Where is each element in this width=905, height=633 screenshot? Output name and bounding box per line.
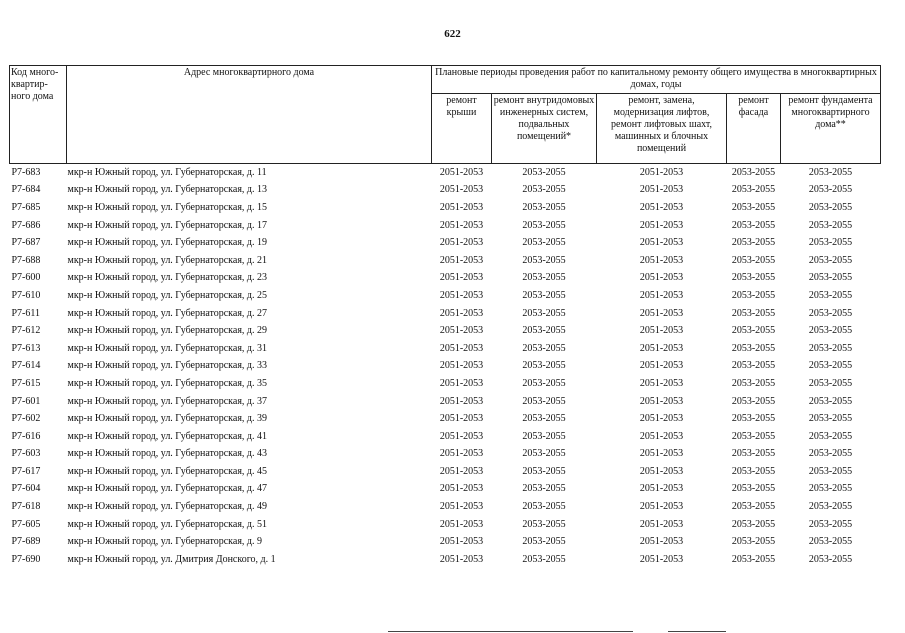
table-cell-address: мкр-н Южный город, ул. Губернаторская, д. 29 bbox=[67, 325, 268, 337]
table-cell-roof: 2051-2053 bbox=[439, 325, 484, 337]
table-cell-facade: 2053-2055 bbox=[731, 166, 776, 178]
table-row bbox=[10, 217, 881, 235]
table-cell-foundation: 2053-2055 bbox=[808, 219, 853, 231]
table-cell-systems: 2053-2055 bbox=[522, 325, 566, 337]
table-cell-lifts: 2051-2053 bbox=[639, 254, 684, 266]
table-cell-roof: 2051-2053 bbox=[439, 289, 484, 301]
table-cell-systems: 2053-2055 bbox=[522, 501, 566, 513]
table-cell-systems: 2053-2055 bbox=[522, 342, 566, 354]
table-cell-systems: 2053-2055 bbox=[522, 377, 566, 389]
table-cell-systems: 2053-2055 bbox=[522, 289, 566, 301]
table-cell-facade: 2053-2055 bbox=[731, 201, 776, 213]
table-cell-systems: 2053-2055 bbox=[522, 448, 566, 460]
table-cell-code: Р7-687 bbox=[11, 237, 41, 249]
header-systems: ремонт внутридомовых инженерных систем, подвальных помещений* bbox=[492, 94, 597, 164]
table-row bbox=[10, 551, 881, 569]
table-cell-lifts: 2051-2053 bbox=[639, 272, 684, 284]
table-cell-systems: 2053-2055 bbox=[522, 201, 566, 213]
table-cell-roof: 2051-2053 bbox=[439, 360, 484, 372]
table-cell-systems: 2053-2055 bbox=[522, 166, 566, 178]
table-cell-facade: 2053-2055 bbox=[731, 219, 776, 231]
table-cell-foundation: 2053-2055 bbox=[808, 360, 853, 372]
table-row bbox=[10, 481, 881, 499]
table-cell-foundation: 2053-2055 bbox=[808, 501, 853, 513]
table-cell-roof: 2051-2053 bbox=[439, 395, 484, 407]
table-row bbox=[10, 270, 881, 288]
table-cell-address: мкр-н Южный город, ул. Губернаторская, д. 51 bbox=[67, 518, 268, 530]
table-row bbox=[10, 199, 881, 217]
table-cell-systems: 2053-2055 bbox=[522, 465, 566, 477]
table-cell-code: Р7-600 bbox=[11, 272, 41, 284]
table-cell-foundation: 2053-2055 bbox=[808, 448, 853, 460]
table-cell-address: мкр-н Южный город, ул. Губернаторская, д. 19 bbox=[67, 237, 268, 249]
table-cell-facade: 2053-2055 bbox=[731, 465, 776, 477]
table-cell-facade: 2053-2055 bbox=[731, 448, 776, 460]
table-cell-lifts: 2051-2053 bbox=[639, 289, 684, 301]
table-cell-roof: 2051-2053 bbox=[439, 553, 484, 565]
table-cell-roof: 2051-2053 bbox=[439, 483, 484, 495]
table-cell-roof: 2051-2053 bbox=[439, 430, 484, 442]
table-cell-address: мкр-н Южный город, ул. Губернаторская, д. 43 bbox=[67, 448, 268, 460]
table-cell-systems: 2053-2055 bbox=[522, 184, 566, 196]
table-cell-lifts: 2051-2053 bbox=[639, 395, 684, 407]
header-roof: ремонт крыши bbox=[432, 94, 492, 164]
table-row bbox=[10, 393, 881, 411]
table-row bbox=[10, 358, 881, 376]
table-cell-roof: 2051-2053 bbox=[439, 184, 484, 196]
table-cell-code: Р7-610 bbox=[11, 289, 41, 301]
table-row bbox=[10, 252, 881, 270]
table-cell-address: мкр-н Южный город, ул. Губернаторская, д. 33 bbox=[67, 360, 268, 372]
table-cell-lifts: 2051-2053 bbox=[639, 184, 684, 196]
table-cell-lifts: 2051-2053 bbox=[639, 307, 684, 319]
table-cell-address: мкр-н Южный город, ул. Губернаторская, д. 11 bbox=[67, 166, 267, 178]
table-cell-foundation: 2053-2055 bbox=[808, 307, 853, 319]
table-cell-foundation: 2053-2055 bbox=[808, 254, 853, 266]
table-cell-facade: 2053-2055 bbox=[731, 325, 776, 337]
table-cell-lifts: 2051-2053 bbox=[639, 413, 684, 425]
table-cell-lifts: 2051-2053 bbox=[639, 448, 684, 460]
table-cell-roof: 2051-2053 bbox=[439, 501, 484, 513]
header-periods: Плановые периоды проведения работ по капитальному ремонту общего имущества в многоквартирных домах, годы bbox=[432, 66, 881, 94]
table-cell-address: мкр-н Южный город, ул. Губернаторская, д. 41 bbox=[67, 430, 268, 442]
table-cell-lifts: 2051-2053 bbox=[639, 501, 684, 513]
table-row bbox=[10, 516, 881, 534]
table-cell-foundation: 2053-2055 bbox=[808, 553, 853, 565]
table-cell-address: мкр-н Южный город, ул. Губернаторская, д. 45 bbox=[67, 465, 268, 477]
table-cell-code: Р7-683 bbox=[11, 166, 41, 178]
table-cell-roof: 2051-2053 bbox=[439, 377, 484, 389]
bottom-rule-left bbox=[388, 631, 633, 632]
table-cell-code: Р7-617 bbox=[11, 465, 41, 477]
table-cell-roof: 2051-2053 bbox=[439, 237, 484, 249]
table-cell-lifts: 2051-2053 bbox=[639, 360, 684, 372]
table-cell-facade: 2053-2055 bbox=[731, 395, 776, 407]
table-cell-code: Р7-616 bbox=[11, 430, 41, 442]
table-cell-roof: 2051-2053 bbox=[439, 518, 484, 530]
table-cell-code: Р7-689 bbox=[11, 536, 41, 548]
table-cell-foundation: 2053-2055 bbox=[808, 325, 853, 337]
table-cell-foundation: 2053-2055 bbox=[808, 536, 853, 548]
table-cell-systems: 2053-2055 bbox=[522, 553, 566, 565]
table-cell-roof: 2051-2053 bbox=[439, 536, 484, 548]
table-cell-code: Р7-614 bbox=[11, 360, 41, 372]
table-cell-roof: 2051-2053 bbox=[439, 342, 484, 354]
table-row bbox=[10, 182, 881, 200]
table-cell-systems: 2053-2055 bbox=[522, 360, 566, 372]
table-cell-code: Р7-601 bbox=[11, 395, 41, 407]
table-cell-lifts: 2051-2053 bbox=[639, 219, 684, 231]
table-cell-address: мкр-н Южный город, ул. Губернаторская, д. 21 bbox=[67, 254, 268, 266]
table-row bbox=[10, 287, 881, 305]
table-cell-roof: 2051-2053 bbox=[439, 254, 484, 266]
table-cell-foundation: 2053-2055 bbox=[808, 237, 853, 249]
table-cell-facade: 2053-2055 bbox=[731, 272, 776, 284]
capital-repair-table bbox=[9, 65, 881, 569]
table-body bbox=[10, 164, 881, 569]
table-cell-address: мкр-н Южный город, ул. Губернаторская, д. 17 bbox=[67, 219, 268, 231]
table-cell-systems: 2053-2055 bbox=[522, 237, 566, 249]
table-cell-roof: 2051-2053 bbox=[439, 219, 484, 231]
table-cell-foundation: 2053-2055 bbox=[808, 184, 853, 196]
table-cell-lifts: 2051-2053 bbox=[639, 377, 684, 389]
table-cell-foundation: 2053-2055 bbox=[808, 518, 853, 530]
table-cell-address: мкр-н Южный город, ул. Губернаторская, д. 25 bbox=[67, 289, 268, 301]
table-cell-facade: 2053-2055 bbox=[731, 377, 776, 389]
table-cell-address: мкр-н Южный город, ул. Губернаторская, д. 35 bbox=[67, 377, 268, 389]
table-cell-roof: 2051-2053 bbox=[439, 448, 484, 460]
table-cell-roof: 2051-2053 bbox=[439, 272, 484, 284]
table-cell-code: Р7-604 bbox=[11, 483, 41, 495]
table-cell-code: Р7-690 bbox=[11, 553, 41, 565]
table-cell-systems: 2053-2055 bbox=[522, 307, 566, 319]
table-cell-facade: 2053-2055 bbox=[731, 307, 776, 319]
table-cell-foundation: 2053-2055 bbox=[808, 201, 853, 213]
table-cell-systems: 2053-2055 bbox=[522, 254, 566, 266]
table-cell-facade: 2053-2055 bbox=[731, 342, 776, 354]
table-cell-code: Р7-688 bbox=[11, 254, 41, 266]
table-cell-facade: 2053-2055 bbox=[731, 254, 776, 266]
table-cell-roof: 2051-2053 bbox=[439, 166, 484, 178]
table-cell-foundation: 2053-2055 bbox=[808, 289, 853, 301]
table-cell-address: мкр-н Южный город, ул. Губернаторская, д. 9 bbox=[67, 536, 263, 548]
table-cell-facade: 2053-2055 bbox=[731, 237, 776, 249]
table-cell-lifts: 2051-2053 bbox=[639, 201, 684, 213]
table-cell-code: Р7-613 bbox=[11, 342, 41, 354]
table-cell-lifts: 2051-2053 bbox=[639, 430, 684, 442]
header-lifts: ремонт, замена, модернизация лифтов, ремонт лифтовых шахт, машинных и блочных помещений bbox=[597, 94, 727, 164]
table-cell-facade: 2053-2055 bbox=[731, 289, 776, 301]
table-cell-code: Р7-686 bbox=[11, 219, 41, 231]
table-cell-code: Р7-684 bbox=[11, 184, 41, 196]
table-cell-address: мкр-н Южный город, ул. Губернаторская, д. 15 bbox=[67, 201, 268, 213]
table-cell-systems: 2053-2055 bbox=[522, 219, 566, 231]
table-cell-address: мкр-н Южный город, ул. Губернаторская, д. 39 bbox=[67, 413, 268, 425]
table-cell-foundation: 2053-2055 bbox=[808, 430, 853, 442]
table-row bbox=[10, 322, 881, 340]
table-row bbox=[10, 340, 881, 358]
table-cell-facade: 2053-2055 bbox=[731, 430, 776, 442]
table-cell-foundation: 2053-2055 bbox=[808, 166, 853, 178]
page-number: 622 bbox=[444, 28, 461, 40]
table-cell-lifts: 2051-2053 bbox=[639, 483, 684, 495]
table-row bbox=[10, 463, 881, 481]
table-cell-foundation: 2053-2055 bbox=[808, 395, 853, 407]
table-row bbox=[10, 305, 881, 323]
table-cell-lifts: 2051-2053 bbox=[639, 536, 684, 548]
table-cell-lifts: 2051-2053 bbox=[639, 465, 684, 477]
table-row bbox=[10, 428, 881, 446]
header-foundation: ремонт фундамента многоквартирного дома** bbox=[781, 94, 881, 164]
header-code: Код много-квартир-ного дома bbox=[10, 66, 67, 164]
table-cell-address: мкр-н Южный город, ул. Губернаторская, д. 13 bbox=[67, 184, 268, 196]
table-cell-address: мкр-н Южный город, ул. Губернаторская, д. 23 bbox=[67, 272, 268, 284]
table-cell-address: мкр-н Южный город, ул. Губернаторская, д. 31 bbox=[67, 342, 268, 354]
table-cell-code: Р7-603 bbox=[11, 448, 41, 460]
table-cell-address: мкр-н Южный город, ул. Губернаторская, д. 27 bbox=[67, 307, 268, 319]
table-row bbox=[10, 533, 881, 551]
table-row bbox=[10, 234, 881, 252]
table-cell-address: мкр-н Южный город, ул. Губернаторская, д. 47 bbox=[67, 483, 268, 495]
table-cell-facade: 2053-2055 bbox=[731, 360, 776, 372]
table-cell-facade: 2053-2055 bbox=[731, 536, 776, 548]
table-cell-foundation: 2053-2055 bbox=[808, 483, 853, 495]
table-row bbox=[10, 446, 881, 464]
table-cell-address: мкр-н Южный город, ул. Губернаторская, д. 49 bbox=[67, 501, 268, 513]
table-cell-facade: 2053-2055 bbox=[731, 518, 776, 530]
table-cell-address: мкр-н Южный город, ул. Губернаторская, д. 37 bbox=[67, 395, 268, 407]
table-row bbox=[10, 164, 881, 182]
table-cell-systems: 2053-2055 bbox=[522, 413, 566, 425]
table-cell-lifts: 2051-2053 bbox=[639, 325, 684, 337]
table-cell-roof: 2051-2053 bbox=[439, 413, 484, 425]
table-cell-systems: 2053-2055 bbox=[522, 518, 566, 530]
table-cell-code: Р7-602 bbox=[11, 413, 41, 425]
table-cell-systems: 2053-2055 bbox=[522, 395, 566, 407]
table-cell-facade: 2053-2055 bbox=[731, 501, 776, 513]
table-cell-roof: 2051-2053 bbox=[439, 465, 484, 477]
table-cell-code: Р7-605 bbox=[11, 518, 41, 530]
table-cell-facade: 2053-2055 bbox=[731, 413, 776, 425]
table-cell-systems: 2053-2055 bbox=[522, 272, 566, 284]
header-facade: ремонт фасада bbox=[727, 94, 781, 164]
table-cell-code: Р7-612 bbox=[11, 325, 41, 337]
table-cell-facade: 2053-2055 bbox=[731, 553, 776, 565]
table-cell-facade: 2053-2055 bbox=[731, 184, 776, 196]
table-cell-lifts: 2051-2053 bbox=[639, 237, 684, 249]
table-cell-systems: 2053-2055 bbox=[522, 430, 566, 442]
table-cell-foundation: 2053-2055 bbox=[808, 342, 853, 354]
table-row bbox=[10, 375, 881, 393]
table-cell-address: мкр-н Южный город, ул. Дмитрия Донского, д. 1 bbox=[67, 553, 276, 565]
table-cell-code: Р7-685 bbox=[11, 201, 41, 213]
table-row bbox=[10, 498, 881, 516]
table-row bbox=[10, 410, 881, 428]
table-cell-code: Р7-611 bbox=[11, 307, 41, 319]
bottom-rule-right bbox=[668, 631, 726, 632]
table-cell-lifts: 2051-2053 bbox=[639, 342, 684, 354]
table-cell-roof: 2051-2053 bbox=[439, 201, 484, 213]
table-cell-systems: 2053-2055 bbox=[522, 536, 566, 548]
table-cell-roof: 2051-2053 bbox=[439, 307, 484, 319]
table-cell-lifts: 2051-2053 bbox=[639, 166, 684, 178]
table-cell-facade: 2053-2055 bbox=[731, 483, 776, 495]
table-cell-lifts: 2051-2053 bbox=[639, 518, 684, 530]
table-cell-systems: 2053-2055 bbox=[522, 483, 566, 495]
table-cell-code: Р7-618 bbox=[11, 501, 41, 513]
table-cell-foundation: 2053-2055 bbox=[808, 377, 853, 389]
table-cell-foundation: 2053-2055 bbox=[808, 413, 853, 425]
table-cell-foundation: 2053-2055 bbox=[808, 465, 853, 477]
table-cell-foundation: 2053-2055 bbox=[808, 272, 853, 284]
table-cell-code: Р7-615 bbox=[11, 377, 41, 389]
header-address: Адрес многоквартирного дома bbox=[67, 66, 432, 164]
table-cell-lifts: 2051-2053 bbox=[639, 553, 684, 565]
